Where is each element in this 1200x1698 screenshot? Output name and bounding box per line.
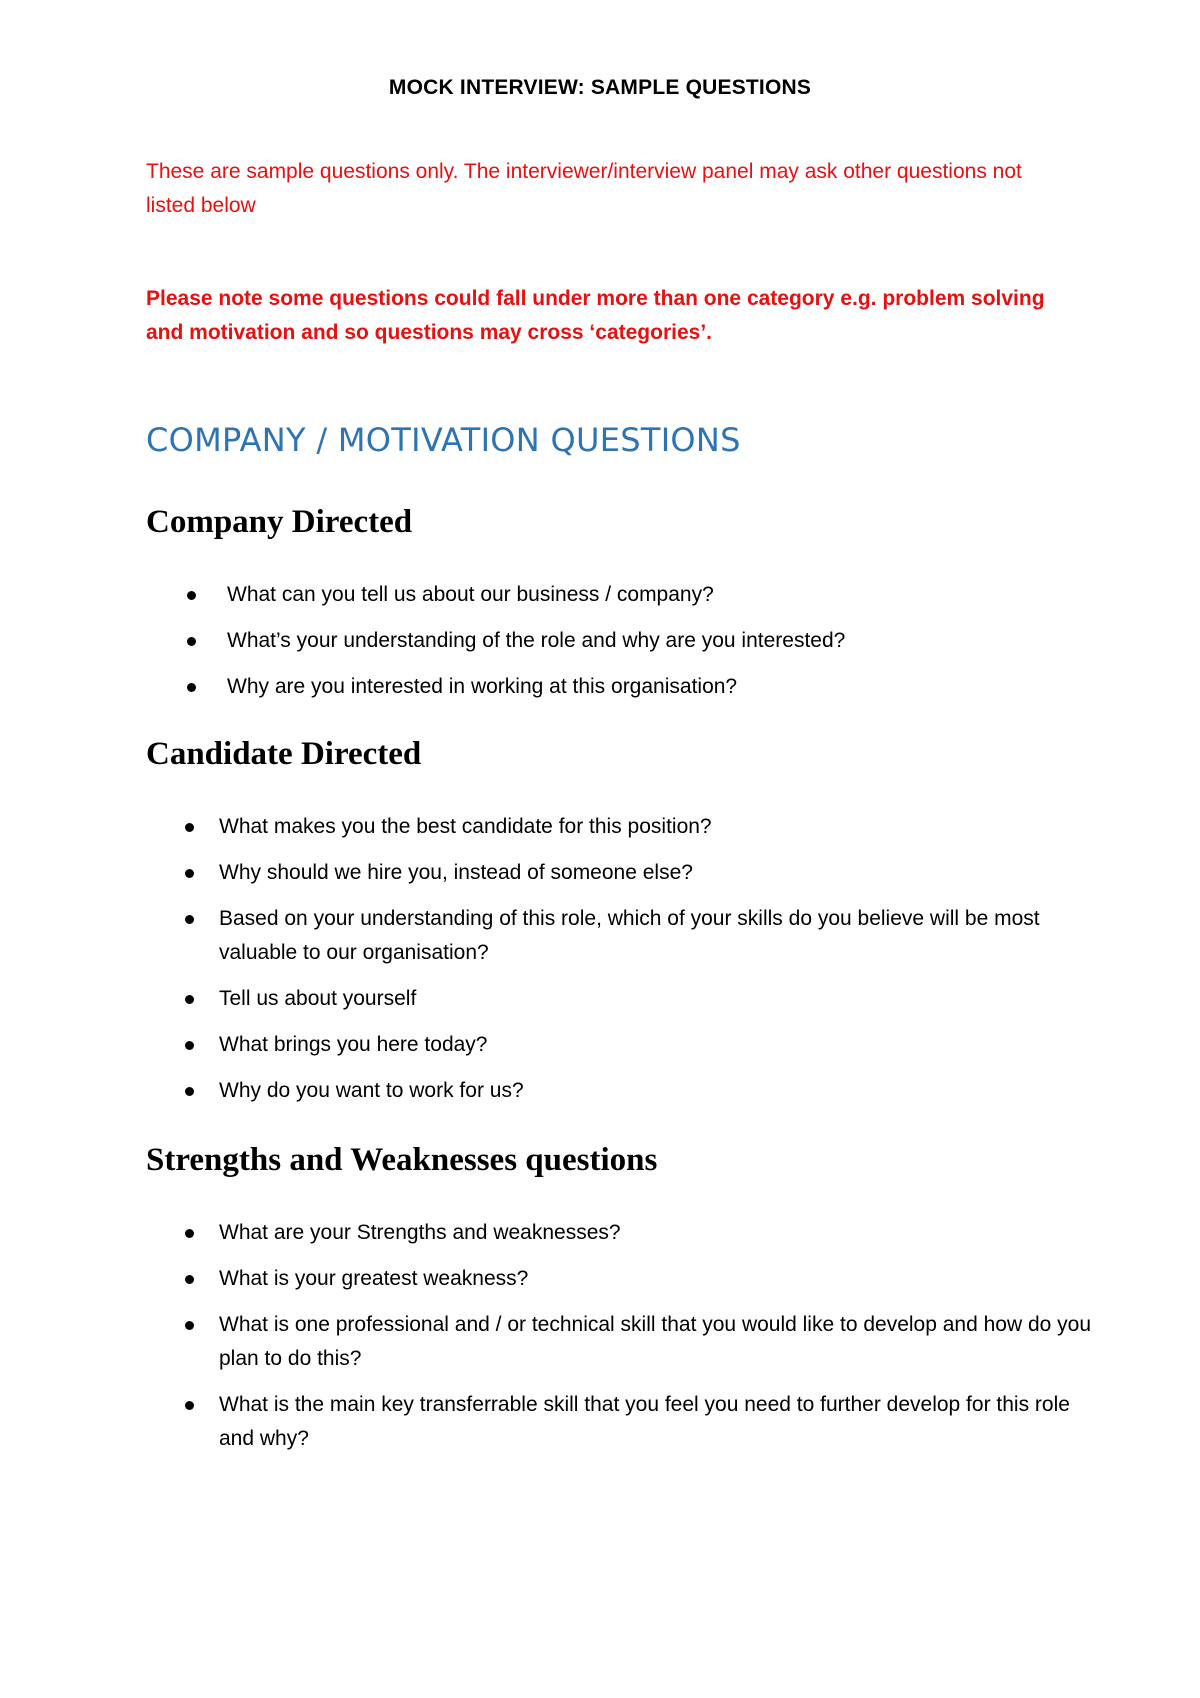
bullet-icon bbox=[185, 1401, 194, 1410]
bullet-icon bbox=[185, 1087, 194, 1096]
question-text: What’s your understanding of the role and why are you interested? bbox=[227, 629, 846, 652]
question-text: What can you tell us about our business / company? bbox=[227, 583, 714, 606]
question-text: Why should we hire you, instead of someone else? bbox=[219, 861, 693, 884]
question-text: Tell us about yourself bbox=[219, 987, 417, 1010]
bullet-icon bbox=[187, 637, 196, 646]
question-item bbox=[219, 1388, 1099, 1456]
bullet-icon bbox=[187, 683, 196, 692]
categories-note: Please note some questions could fall under more than one category e.g. problem solving and motivation and so questions may cross ‘categories’. bbox=[146, 287, 1045, 344]
question-item bbox=[219, 982, 1099, 1016]
question-text: What is the main key transferrable skill that you feel you need to further develop for this role and why? bbox=[219, 1393, 1070, 1450]
question-item bbox=[219, 856, 1099, 890]
section-heading: COMPANY / MOTIVATION QUESTIONS bbox=[146, 421, 741, 459]
bullet-icon bbox=[185, 1229, 194, 1238]
question-text: Why are you interested in working at this organisation? bbox=[227, 675, 738, 698]
company-directed-list bbox=[227, 578, 1107, 716]
group-heading-strengths-weaknesses: Strengths and Weaknesses questions bbox=[146, 1142, 658, 1178]
bullet-icon bbox=[185, 869, 194, 878]
question-item bbox=[227, 578, 1107, 612]
question-item bbox=[219, 1074, 1099, 1108]
bullet-icon bbox=[185, 1041, 194, 1050]
question-text: What are your Strengths and weaknesses? bbox=[219, 1221, 621, 1244]
question-item bbox=[219, 902, 1099, 970]
question-text: Based on your understanding of this role, which of your skills do you believe will be most valuable to our organisation? bbox=[219, 907, 1040, 964]
question-item bbox=[219, 1262, 1099, 1296]
strengths-weaknesses-list bbox=[219, 1216, 1099, 1468]
candidate-directed-list bbox=[219, 810, 1099, 1120]
question-item bbox=[227, 624, 1107, 658]
bullet-icon bbox=[185, 1275, 194, 1284]
question-text: Why do you want to work for us? bbox=[219, 1079, 524, 1102]
bullet-icon bbox=[185, 823, 194, 832]
question-text: What is one professional and / or technical skill that you would like to develop and how do you plan to do this? bbox=[219, 1313, 1092, 1370]
question-item bbox=[219, 810, 1099, 844]
question-item bbox=[227, 670, 1107, 704]
sample-questions-note: These are sample questions only. The interviewer/interview panel may ask other questions not listed below bbox=[146, 160, 1022, 217]
question-text: What is your greatest weakness? bbox=[219, 1267, 529, 1290]
bullet-icon bbox=[187, 591, 196, 600]
group-heading-company-directed: Company Directed bbox=[146, 504, 413, 540]
bullet-icon bbox=[185, 1321, 194, 1330]
question-text: What brings you here today? bbox=[219, 1033, 488, 1056]
document-title: MOCK INTERVIEW: SAMPLE QUESTIONS bbox=[388, 76, 812, 99]
question-text: What makes you the best candidate for this position? bbox=[219, 815, 712, 838]
bullet-icon bbox=[185, 995, 194, 1004]
question-item bbox=[219, 1028, 1099, 1062]
question-item bbox=[219, 1216, 1099, 1250]
question-item bbox=[219, 1308, 1099, 1376]
group-heading-candidate-directed: Candidate Directed bbox=[146, 736, 422, 772]
bullet-icon bbox=[185, 915, 194, 924]
